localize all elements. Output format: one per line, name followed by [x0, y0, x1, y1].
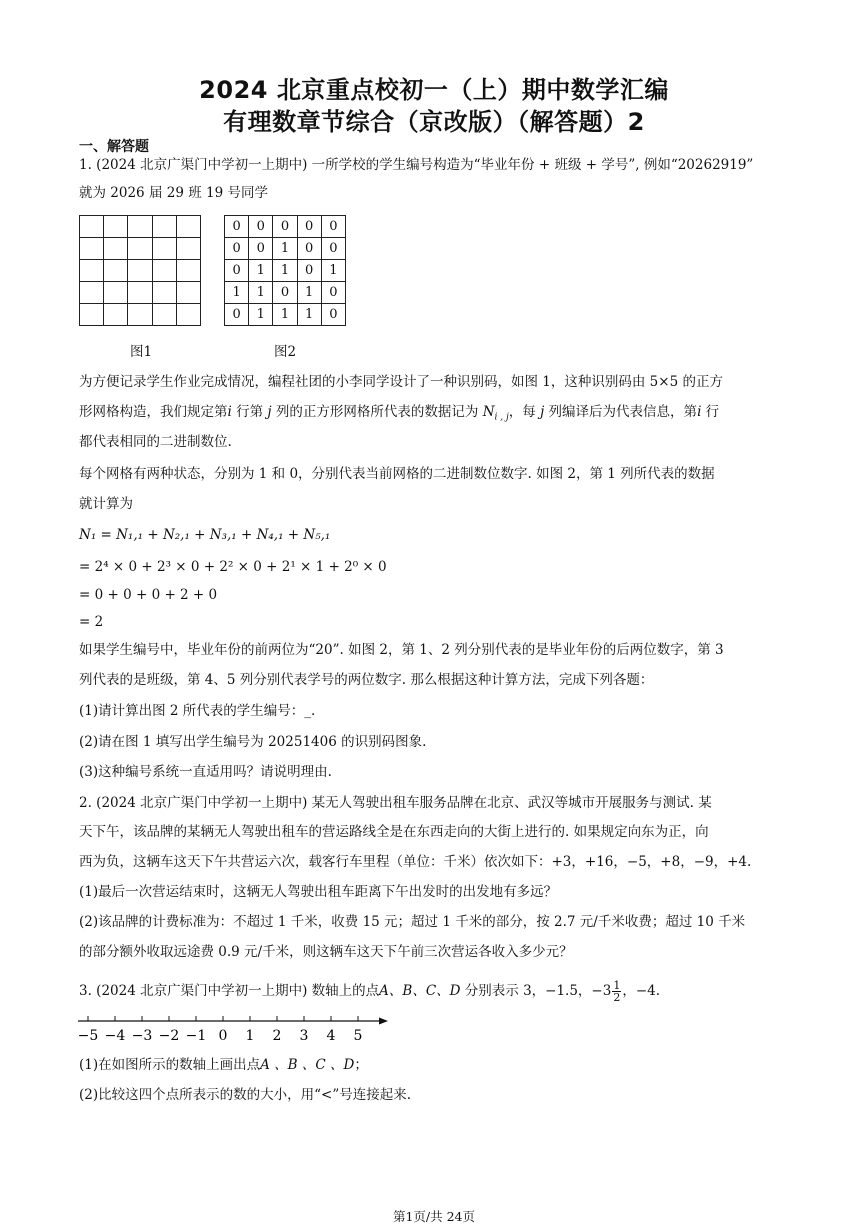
axis-tick-label: −4: [104, 1028, 126, 1044]
grid-cell: 0: [321, 304, 345, 326]
q3-line-1: 3. (2024 北京广渠门中学初一上期中) 数轴上的点A、B、C、D 分别表示 3，−1.5，−3 $\frac{1}{2}$ ，−4.: [79, 979, 661, 1004]
grid-cell: 1: [273, 304, 297, 326]
q1-line-2: 就为 2026 届 29 班 19 号同学: [79, 185, 268, 201]
q2-line-2: 天下午，该品牌的某辆无人驾驶出租车的营运路线全是在东西走向的大街上进行的. 如果规定向东为正，向: [79, 824, 709, 840]
grid-cell: 0: [225, 216, 249, 238]
grid-cell: 1: [273, 238, 297, 260]
axis-tick-label: −5: [77, 1028, 99, 1044]
axis-tick-label: 1: [245, 1028, 255, 1044]
title-line-2: 有理数章节综合（京改版）（解答题）2: [223, 108, 645, 136]
axis-tick-label: 5: [353, 1028, 363, 1044]
grid-cell: 1: [249, 304, 273, 326]
grid-row: [225, 238, 346, 260]
q1-paragraph-4: 每个网格有两种状态，分别为 1 和 0，分别代表当前网格的二进制数位数字. 如图 2，第 1 列所代表的数据: [79, 466, 715, 482]
grid-row: [225, 304, 346, 326]
equation-line-3: = 0 + 0 + 0 + 2 + 0: [79, 587, 218, 603]
grid-cell: 0: [273, 282, 297, 304]
axis-tick-label: −2: [158, 1028, 180, 1044]
equation-line-1: N₁ = N₁,₁ + N₂,₁ + N₃,₁ + N₄,₁ + N₅,₁: [79, 527, 331, 543]
q2-line-1: 2. (2024 北京广渠门中学初一上期中) 某无人驾驶出租车服务品牌在北京、武汉等城市开展服务与测试. 某: [79, 795, 712, 811]
axis-tick-label: −3: [131, 1028, 153, 1044]
number-line: [76, 1012, 396, 1048]
axis-tick-label: 2: [272, 1028, 282, 1044]
figure-1-label: 图1: [130, 344, 153, 360]
grid-cell: 1: [249, 282, 273, 304]
grid-cell: 0: [225, 260, 249, 282]
q1-paragraph-1: 为方便记录学生作业完成情况，编程社团的小李同学设计了一种识别码，如图 1，这种识别码由 5×5 的正方: [79, 374, 723, 390]
q1-sub-3: (3)这种编号系统一直适用吗？请说明理由.: [79, 764, 332, 780]
q2-sub-2b: 的部分额外收取远途费 0.9 元/千米，则这辆车这天下午前三次营运各收入多少元？: [79, 944, 573, 960]
fraction-one-half: $\frac{1}{2}$: [613, 979, 621, 1004]
q1-sub-2: (2)请在图 1 填写出学生编号为 20251406 的识别码图象.: [79, 734, 427, 750]
title-line-1: 2024 北京重点校初一（上）期中数学汇编: [199, 76, 669, 104]
axis-tick-label: 3: [299, 1028, 309, 1044]
q3-sub-1: (1)在如图所示的数轴上画出点A 、B 、C 、D；: [79, 1057, 368, 1073]
grid-cell: 0: [297, 260, 321, 282]
grid-cell: 1: [249, 260, 273, 282]
q1-sub-1: (1)请计算出图 2 所代表的学生编号：_.: [79, 703, 316, 719]
q2-sub-1: (1)最后一次营运结束时，这辆无人驾驶出租车距离下午出发时的出发地有多远？: [79, 884, 558, 900]
q1-paragraph-3: 都代表相同的二进制数位.: [79, 434, 232, 450]
number-line-arrow-icon: [379, 1018, 388, 1025]
q1-paragraph-7: 列代表的是班级，第 4、5 列分别代表学号的两位数字. 那么根据这种计算方法，完成下列各题：: [79, 672, 654, 688]
q2-sub-2a: (2)该品牌的计费标准为：不超过 1 千米，收费 15 元；超过 1 千米的部分，按 2.7 元/千米收费；超过 10 千米: [79, 914, 746, 930]
q1-paragraph-6: 如果学生编号中，毕业年份的前两位为“20”. 如图 2，第 1、2 列分别代表的是毕业年份的后两位数字，第 3: [79, 642, 724, 658]
grid-cell: 1: [321, 260, 345, 282]
grid-cell: 1: [273, 260, 297, 282]
grid-row: [225, 282, 346, 304]
grid-cell: 0: [249, 238, 273, 260]
grid-cell: 0: [321, 238, 345, 260]
grid-cell: 0: [273, 216, 297, 238]
grid-cell: 0: [225, 304, 249, 326]
grid-row: [225, 260, 346, 282]
page-footer: 第1页/共 24页: [392, 1209, 476, 1224]
grid-cell: 0: [225, 238, 249, 260]
grid-cell: 0: [297, 216, 321, 238]
q2-line-3: 西为负，这辆车这天下午共营运六次，载客行车里程（单位：千米）依次如下：+3，+16，−5，+8，−9，+4.: [79, 854, 752, 870]
figure-2-binary-grid: [224, 215, 346, 326]
grid-cell: 1: [297, 282, 321, 304]
equation-line-4: = 2: [79, 614, 104, 630]
grid-cell: 0: [321, 216, 345, 238]
equation-line-2: = 2⁴ × 0 + 2³ × 0 + 2² × 0 + 2¹ × 1 + 2⁰ × 0: [79, 559, 387, 575]
grid-cell: 1: [297, 304, 321, 326]
grid-cell: 0: [297, 238, 321, 260]
grid-cell: 0: [321, 282, 345, 304]
axis-tick-label: −1: [185, 1028, 207, 1044]
q1-line-1: 1. (2024 北京广渠门中学初一上期中) 一所学校的学生编号构造为“毕业年份 + 班级 + 学号”, 例如“20262919”: [79, 157, 754, 173]
grid-row: [225, 216, 346, 238]
grid-cell: 0: [249, 216, 273, 238]
q1-paragraph-2: 形网格构造，我们规定第i 行第 j 列的正方形网格所代表的数据记为 $N_{i , j}$，每 j 列编译后为代表信息，第i 行: [79, 404, 720, 423]
section-heading: 一、解答题: [79, 139, 149, 155]
q1-paragraph-5: 就计算为: [79, 496, 133, 512]
figure-1-empty-grid: [79, 215, 201, 326]
axis-tick-label: 0: [218, 1028, 228, 1044]
grid-cell: 1: [225, 282, 249, 304]
figure-2-label: 图2: [274, 344, 297, 360]
axis-tick-label: 4: [326, 1028, 336, 1044]
q3-sub-2: (2)比较这四个点所表示的数的大小，用“<”号连接起来.: [79, 1087, 412, 1103]
